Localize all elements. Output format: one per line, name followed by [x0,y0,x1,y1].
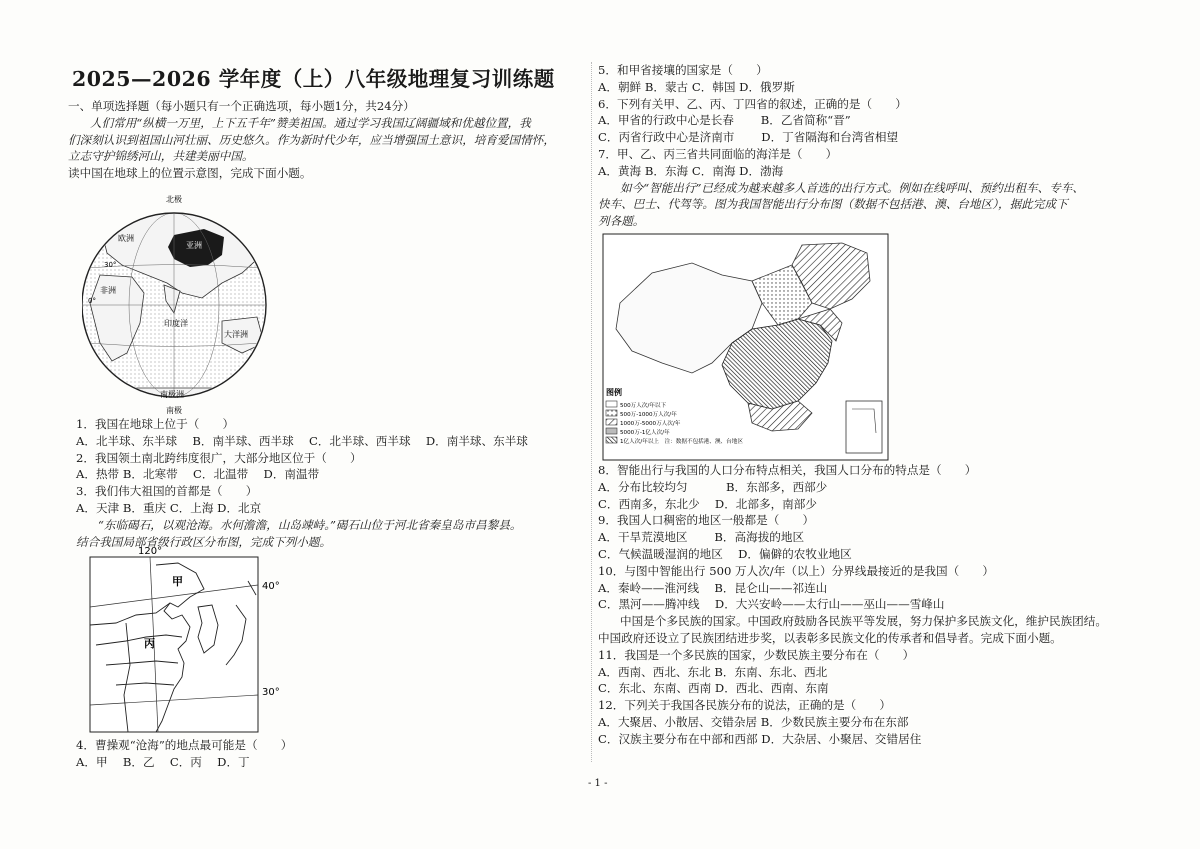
question-4 [76,737,292,771]
province-map-figure [86,545,281,735]
question-options: A．甲省的行政中心是长春 B．乙省简称“晋” [598,113,851,128]
question-options: C．西南多，东北少 D．北部多，南部少 [598,496,817,511]
question-options: A．干旱荒漠地区 B．高海拔的地区 [598,530,805,545]
question-line: 5．和甲省接壤的国家是（ ） [598,63,768,77]
question-line: 3．我们伟大祖国的首都是（ ） [76,484,258,499]
intro-line: 立志守护锦绣河山，共建美丽中国。 [68,149,254,164]
question-line: 2．我国领土南北跨纬度很广，大部分地区位于（ ） [76,450,362,465]
poem-line: 结合我国局部省级行政区分布图，完成下列小题。 [76,534,332,549]
left-column [68,62,588,182]
section-heading: 一、单项选择题（每小题只有一个正确选项，每小题1分，共24分） [68,99,415,113]
question-options: A．天津 B．重庆 C．上海 D．北京 [76,500,262,515]
question-options: A．大聚居、小散居、交错杂居 B．少数民族主要分布在东部 [598,714,909,729]
question-options: A．朝鲜 B．蒙古 C．韩国 D．俄罗斯 [598,79,795,94]
question-line: 4．曹操观“沧海”的地点最可能是（ ） [76,738,293,752]
smart-travel-line: 列各题。 [598,214,645,229]
legend-item: 1000万-5000万人次/年 [620,421,681,427]
lon-120-label: 120° [138,546,163,557]
globe-instruction: 读中国在地球上的位置示意图，完成下面小题。 [68,166,312,181]
lat-30-label: 30° [104,261,117,269]
indian-ocean-label: 印度洋 [164,319,188,328]
question-options: C．黑河——腾冲线 D．大兴安岭——太行山——巫山——雪峰山 [598,597,945,612]
question-options: C．丙省行政中心是济南市 D．丁省隔海和台湾省相望 [598,130,899,145]
question-line: 11．我国是一个多民族的国家，少数民族主要分布在（ ） [598,647,915,662]
intro-line: 人们常用“纵横一万里，上下五千年”赞美祖国。通过学习我国辽阔疆域和优越位置，我 [90,115,531,130]
africa-label: 非洲 [100,286,116,295]
antarctica-label: 南极洲 [160,390,184,399]
question-options: A．分布比较均匀 B．东部多，西部少 [598,479,828,494]
poem-line: “东临碣石，以观沧海。水何澹澹，山岛竦峙。”碣石山位于河北省秦皇岛市昌黎县。 [98,517,522,532]
question-options: A．黄海 B．东海 C．南海 D．渤海 [598,163,784,178]
legend-title: 图例 [606,388,622,397]
bing-label: 丙 [144,637,155,650]
question-options: C．汉族主要分布在中部和西部 D．大杂居、小聚居、交错居住 [598,731,922,746]
question-line: 8．智能出行与我国的人口分布特点相关，我国人口分布的特点是（ ） [598,463,977,477]
question-options: A．北半球、东半球 B．南半球、西半球 C．北半球、西半球 D．南半球、东半球 [76,433,528,448]
intro-line: 们深刻认识到祖国山河壮丽、历史悠久。作为新时代少年，应当增强国土意识，培育爱国情怀， [68,132,555,147]
page-title: 2025—2026 学年度（上）八年级地理复习训练题 [72,67,555,91]
globe-map-figure [82,193,267,415]
lat-40-label: 40° [262,581,280,592]
jia-label: 甲 [172,575,183,588]
question-options: A．西南、西北、东北 B．东南、东北、西北 [598,664,828,679]
south-pole-label: 南极 [166,406,182,415]
question-options: A．甲 B．乙 C．丙 D．丁 [76,754,250,769]
question-line: 10．与图中智能出行 500 万人次/年（以上）分界线最接近的是我国（ ） [598,563,994,578]
question-line: 12．下列关于我国各民族分布的说法，正确的是（ ） [598,698,892,713]
question-line: 1．我国在地球上位于（ ） [76,417,235,431]
europe-label: 欧洲 [118,234,134,243]
right-column [598,62,1143,230]
question-line: 9．我国人口稠密的地区一般都是（ ） [598,513,815,528]
north-pole-label: 北极 [166,195,182,204]
legend-item: 500万-1000万人次/年 [620,412,677,418]
asia-label: 亚洲 [186,241,202,250]
question-options: C．东北、东南、西南 D．西北、西南、东南 [598,681,829,696]
legend-item: 500万人次/年以下 [620,403,667,409]
oceania-label: 大洋洲 [224,330,248,339]
question-line: 7．甲、乙、丙三省共同面临的海洋是（ ） [598,146,838,161]
question-line: 6．下列有关甲、乙、丙、丁四省的叙述，正确的是（ ） [598,96,907,111]
smart-travel-line: 快车、巴士、代驾等。图为我国智能出行分布图（数据不包括港、澳、台地区），据此完成下 [598,197,1068,212]
smart-travel-map-figure [602,233,889,461]
question-options: A．秦岭——淮河线 B．昆仑山——祁连山 [598,580,828,595]
column-divider [591,62,592,762]
questions-1-3 [76,416,528,550]
smart-travel-line: 如今“智能出行”已经成为越来越多人首选的出行方式。例如在线呼叫、预约出租车、专车、 [620,180,1085,195]
lat-0-label: 0° [88,297,96,305]
ethnic-intro-line: 中国政府还设立了民族团结进步奖，以表彰多民族文化的传承者和倡导者。完成下面小题。 [598,630,1062,645]
legend-item: 1亿人次/年以上 注：数据不包括港、澳、台地区 [620,439,743,445]
questions-8-12 [598,462,1107,748]
legend-item: 5000万-1亿人次/年 [620,430,670,436]
page-number: - 1 - [588,778,608,789]
question-options: C．气候温暖湿润的地区 D．偏僻的农牧业地区 [598,546,852,561]
ethnic-intro-line: 中国是个多民族的国家。中国政府鼓励各民族平等发展，努力保护多民族文化，维护民族团结。 [620,614,1107,629]
lat-30-label: 30° [262,687,280,698]
question-options: A．热带 B．北寒带 C．北温带 D．南温带 [76,467,320,482]
